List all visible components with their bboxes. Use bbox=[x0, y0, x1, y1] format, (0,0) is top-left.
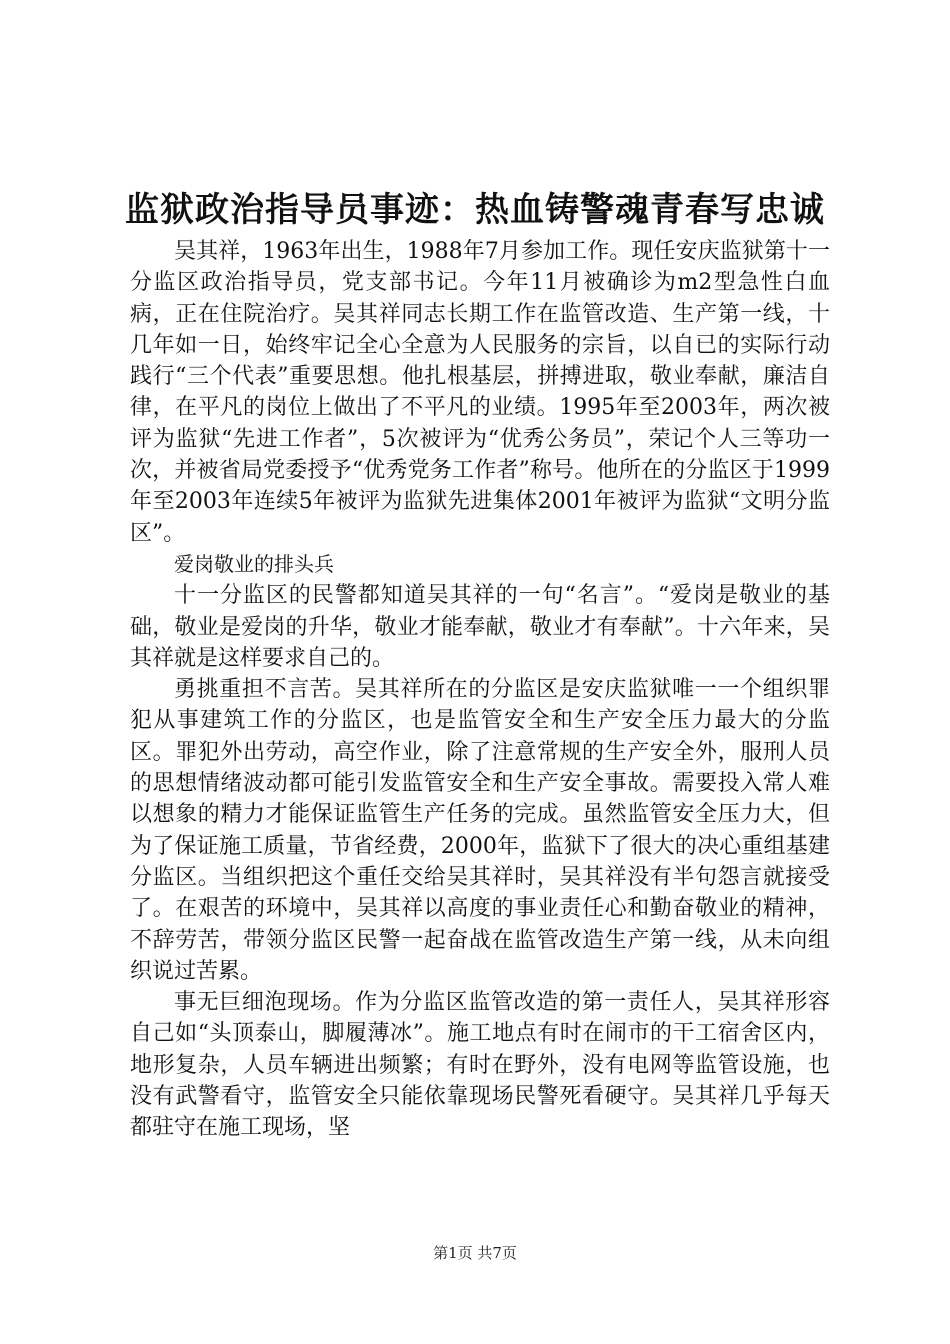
intro-paragraph: 吴其祥，1963年出生，1988年7月参加工作。现任安庆监狱第十一分监区政治指导员，党支部书记。今年11月被确诊为m2型急性白血病，正在住院治疗。吴其祥同志长期工作在监管改造、生产第一线，十几年如一日，始终牢记全心全意为人民服务的宗旨，以自已的实际行动践行“三个代表”重要思想。他扎根基层，拼搏进取，敬业奉献，廉洁自律，在平凡的岗位上做出了不平凡的业绩。1995年至2003年，两次被评为监狱“先进工作者”，5次被评为“优秀公务员”，荣记个人三等功一次，并被省局党委授予“优秀党务工作者”称号。他所在的分监区于1999年至2003年连续5年被评为监狱先进集体2001年被评为监狱“文明分监区”。 bbox=[130, 239, 830, 546]
page-footer: 第1页 共7页 bbox=[433, 1244, 517, 1262]
section-heading: 爱岗敬业的排头兵 bbox=[174, 551, 334, 576]
document-title: 监狱政治指导员事迹：热血铸警魂青春写忠诚 bbox=[125, 190, 825, 230]
body-paragraph: 十一分监区的民警都知道吴其祥的一句“名言”。“爱岗是敬业的基础，敬业是爱岗的升华，敬业才能奉献，敬业才有奉献”。十六年来，吴其祥就是这样要求自己的。 bbox=[130, 583, 830, 671]
document-body bbox=[130, 236, 830, 1144]
body-paragraph: 勇挑重担不言苦。吴其祥所在的分监区是安庆监狱唯一一个组织罪犯从事建筑工作的分监区，也是监管安全和生产安全压力最大的分监区。罪犯外出劳动，高空作业，除了注意常规的生产安全外，服刑人员的思想情绪波动都可能引发监管安全和生产安全事故。需要投入常人难以想象的精力才能保证监管生产任务的完成。虽然监管安全压力大，但为了保证施工质量，节省经费，2000年，监狱下了很大的决心重组基建分监区。当组织把这个重任交给吴其祥时，吴其祥没有半句怨言就接受了。在艰苦的环境中，吴其祥以高度的事业责任心和勤奋敬业的精神，不辞劳苦，带领分监区民警一起奋战在监管改造生产第一线，从未向组织说过苦累。 bbox=[130, 677, 830, 984]
body-paragraph: 事无巨细泡现场。作为分监区监管改造的第一责任人，吴其祥形容自己如“头顶泰山，脚履薄冰”。施工地点有时在闹市的干工宿舍区内，地形复杂，人员车辆进出频繁；有时在野外，没有电网等监管设施，也没有武警看守，监管安全只能依靠现场民警死看硬守。吴其祥几乎每天都驻守在施工现场，坚 bbox=[130, 990, 830, 1141]
